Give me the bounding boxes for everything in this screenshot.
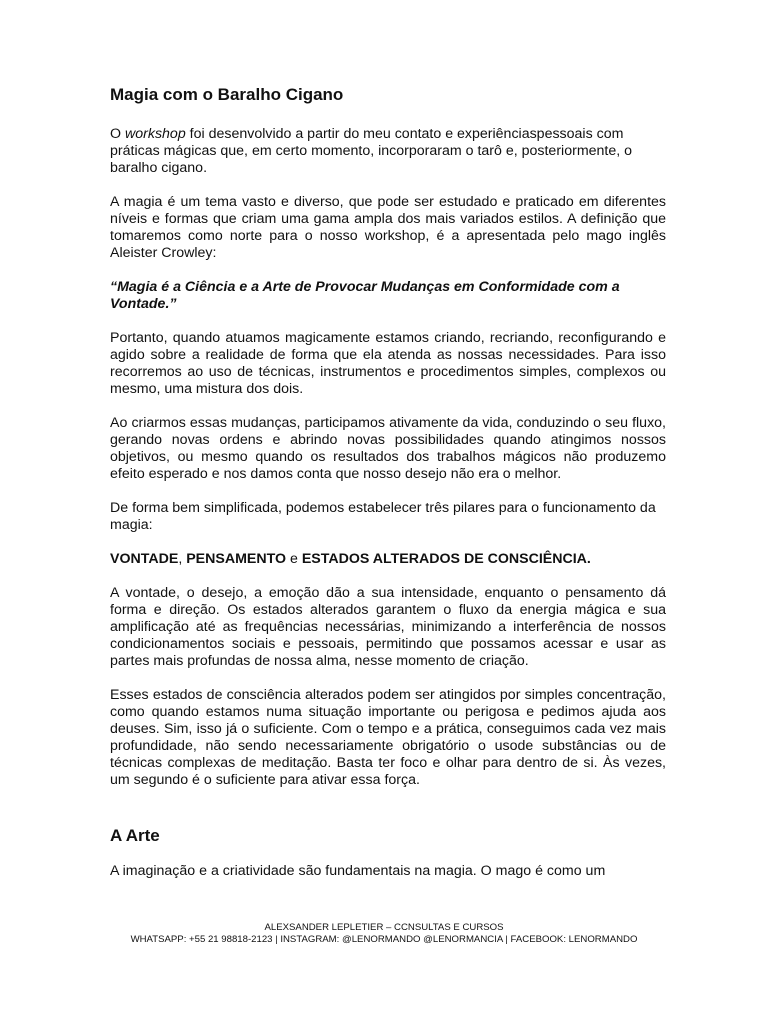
footer-line-contacts: WHATSAPP: +55 21 98818-2123 | INSTAGRAM: @LENORMANDO @LENORMANCIA | FACEBOOK: LENORMANDO <box>130 934 638 945</box>
paragraph-estados: Esses estados de consciência alterados podem ser atingidos por simples concentração, como quando estamos numa situação importante ou perigosa e pedimos ajuda aos deuses. Sim, isso já o suficiente. Com o tempo e a prática, conseguimos cada vez mais profundidade, não sendo necessariamente obrigatório o usode substâncias ou de técnicas complexas de meditação. Basta ter foco e olhar para dentro de si. Às vezes, um segundo é o suficiente para ativar essa força. <box>110 687 666 788</box>
paragraph-intro-rest: foi desenvolvido a partir do meu contato e experiênciaspessoais com práticas mágicas que, em certo momento, incorporaram o tarô e, posteriormente, o baralho cigano. <box>110 126 633 176</box>
paragraph-intro <box>110 126 666 177</box>
section-title-arte: A Arte <box>110 826 160 845</box>
document-body <box>110 84 666 897</box>
pillar-pensamento: PENSAMENTO <box>186 551 287 567</box>
pillar-estados: ESTADOS ALTERADOS DE CONSCIÊNCIA. <box>301 551 591 567</box>
crowley-quote: “Magia é a Ciência e a Arte de Provocar Mudanças em Conformidade com a Vontade.” <box>110 279 620 312</box>
paragraph-portanto: Portanto, quando atuamos magicamente estamos criando, recriando, reconfigurando e agido sobre a realidade de forma que ela atenda as nossas necessidades. Para isso recorremos ao uso de técnicas, instrumentos e procedimentos simples, complexos ou mesmo, uma mistura dos dois. <box>110 330 666 397</box>
paragraph-mudancas: Ao criarmos essas mudanças, participamos ativamente da vida, conduzindo o seu fluxo, gerando novas ordens e abrindo novas possibilidades quando atingimos nossos objetivos, ou mesmo quando os resultados dos trabalhos mágicos não produzemo efeito esperado e nos damos conta que nosso desejo não era o melhor. <box>110 415 666 482</box>
pillar-vontade: VONTADE <box>110 551 179 567</box>
paragraph-intro-italic: workshop <box>124 126 186 142</box>
pillar-conjunction: e <box>286 551 302 567</box>
pillars-line <box>110 551 666 568</box>
paragraph-definition: A magia é um tema vasto e diverso, que pode ser estudado e praticado em diferentes níveis e formas que criam uma gama ampla dos mais variados estilos. A definição que tomaremos como norte para o nosso workshop, é a apresentada pelo mago inglês Aleister Crowley: <box>110 194 666 261</box>
paragraph-pilares: De forma bem simplificada, podemos estabelecer três pilares para o funcionamento da magia: <box>110 500 656 533</box>
paragraph-vontade: A vontade, o desejo, a emoção dão a sua intensidade, enquanto o pensamento dá forma e direção. Os estados alterados garantem o fluxo da energia mágica e sua amplificação até as frequências necessárias, minimizando a interferência de nossos condicionamentos sociais e pessoais, permitindo que possamos acessar e usar as partes mais profundas de nossa alma, nesse momento de criação. <box>110 585 666 669</box>
footer-line-author: ALEXSANDER LEPLETIER – CCNSULTAS E CURSOS <box>264 922 504 933</box>
pillar-separator: , <box>178 551 187 567</box>
paragraph-intro-lead: O <box>110 126 125 142</box>
paragraph-arte: A imaginação e a criatividade são fundamentais na magia. O mago é como um <box>110 863 606 879</box>
document-title: Magia com o Baralho Cigano <box>110 85 344 104</box>
page-footer <box>0 922 768 946</box>
